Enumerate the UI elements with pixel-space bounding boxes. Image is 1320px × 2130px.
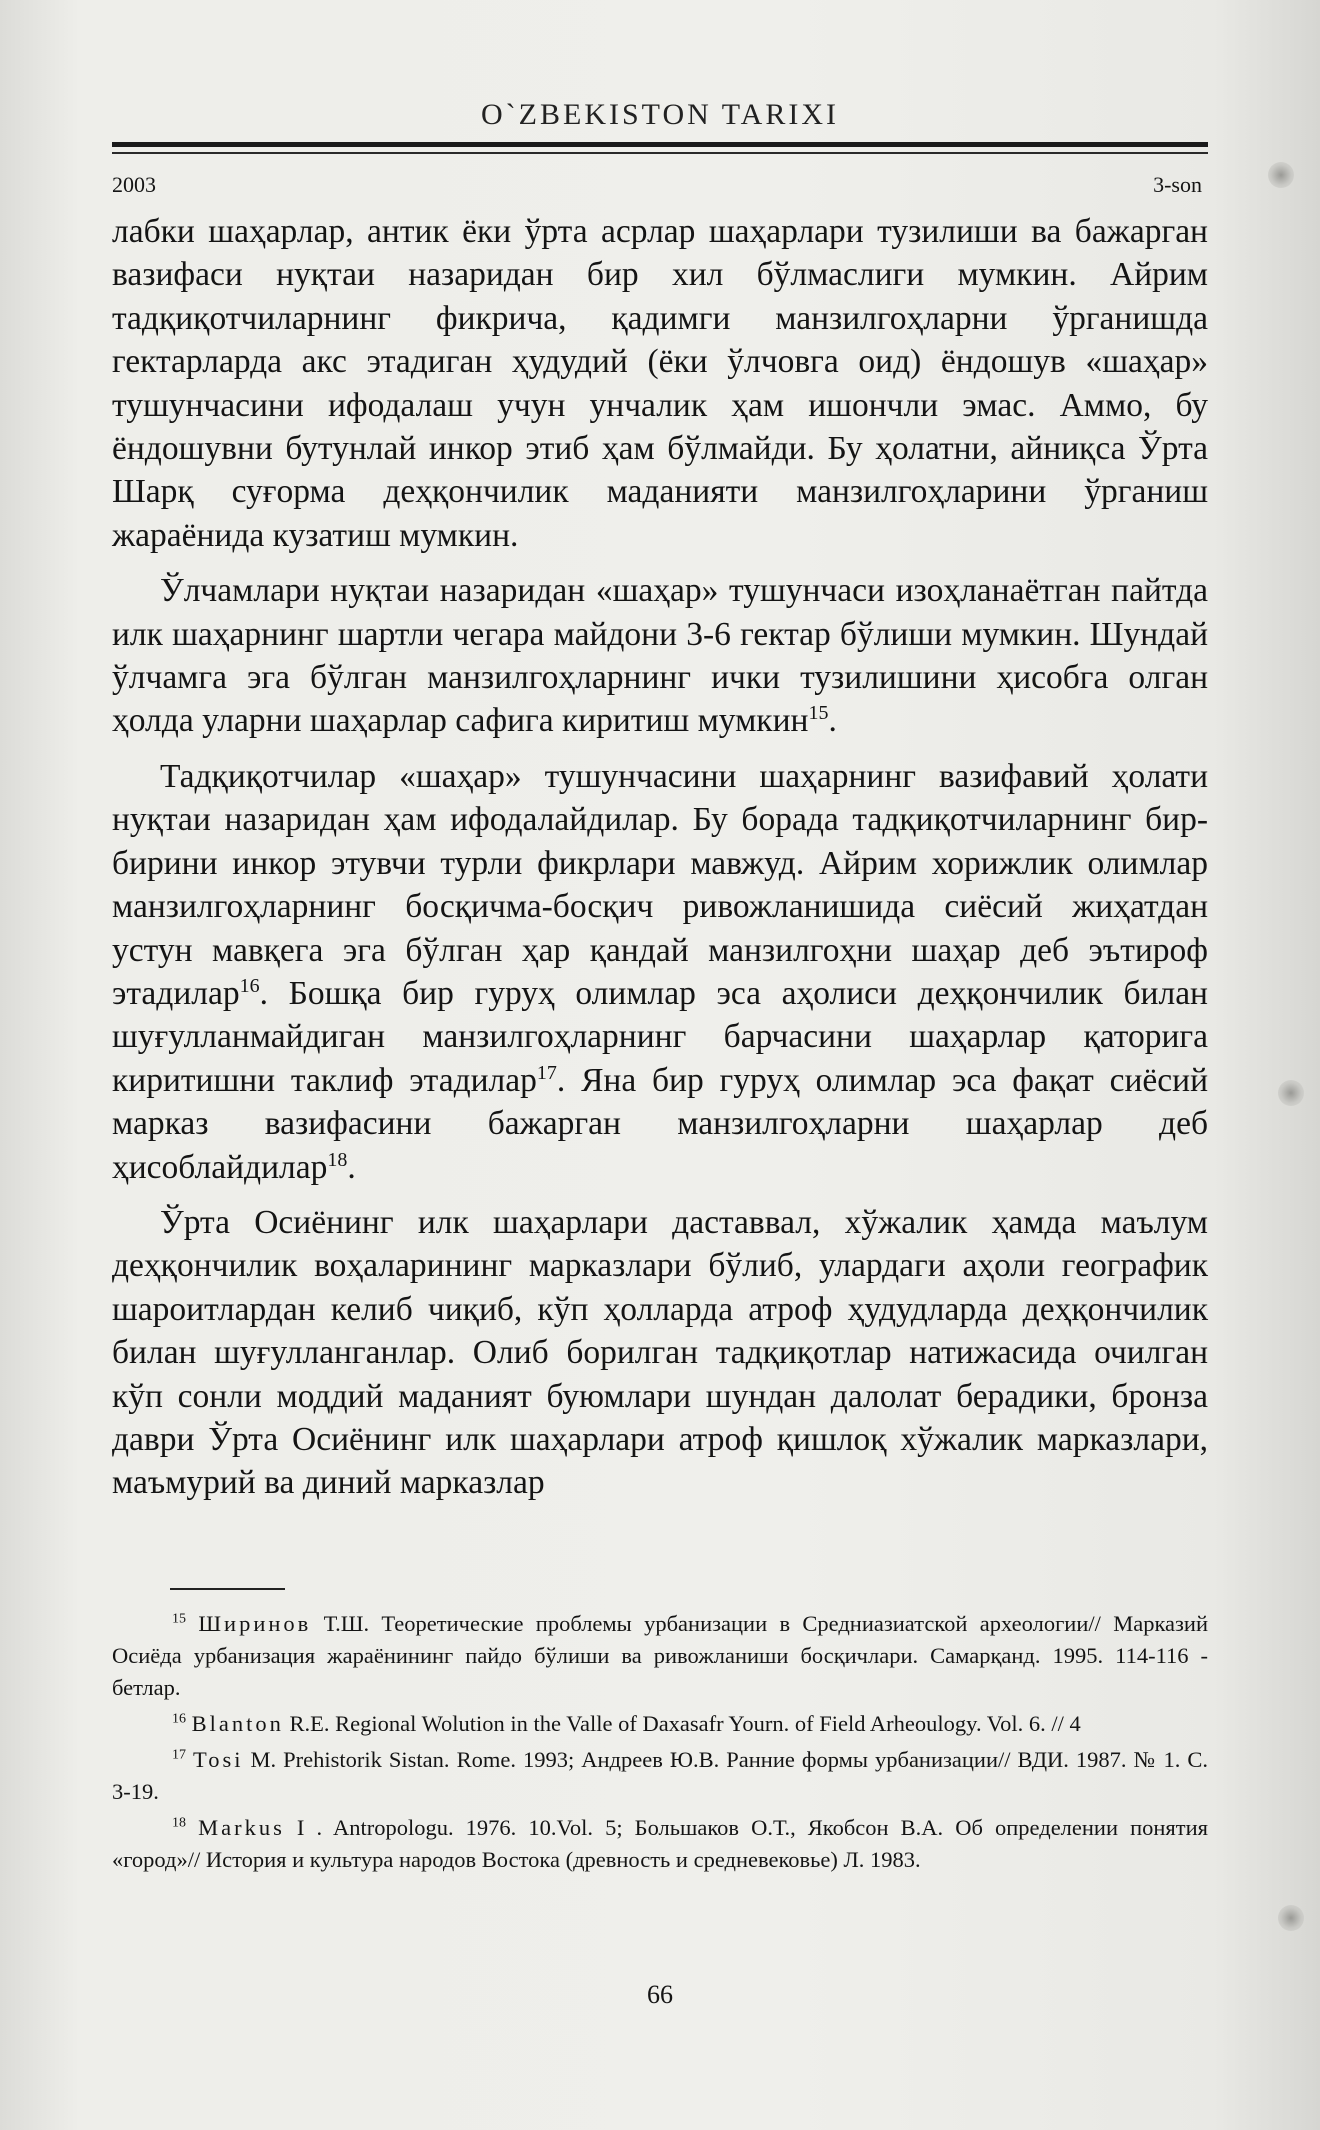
footnote-ref-16: 16 bbox=[239, 974, 260, 997]
paragraph-3 bbox=[112, 755, 1208, 1189]
paragraph-2-text: Ўлчамлари нуқтаи назаридан «шаҳар» тушунчаси изоҳланаётган пайтда илк шаҳарнинг шартли чегара майдони 3-6 гектар бўлиши мумкин. Шундай ўлчамга эга бўлган манзилгоҳларнинг ички тузилишини ҳисобга олган ҳолда уларни шаҳарлар сафига киритиш мумкин bbox=[112, 572, 1208, 740]
footnote-text: M. Prehistorik Sistan. Rome. 1993; Андреев Ю.В. Ранние формы урбанизации// ВДИ. 1987. № 1. С. 3-19. bbox=[112, 1747, 1209, 1804]
footnote-author: Blanton bbox=[191, 1711, 284, 1736]
footnote-number: 16 bbox=[172, 1711, 186, 1727]
binding-hole bbox=[1268, 162, 1294, 188]
paragraph-3-text-c: . Яна бир гуруҳ олимлар эса фақат сиёсий марказ вазифасини бажарган манзилгоҳларни шаҳарлар деб ҳисоблайдилар bbox=[112, 1061, 1208, 1186]
issue-number: 3-son bbox=[1153, 172, 1202, 197]
journal-title: O`ZBEKISTON TARIXI bbox=[481, 98, 839, 131]
footnote-ref-18: 18 bbox=[327, 1148, 348, 1171]
footnote-author: Markus bbox=[198, 1815, 285, 1840]
footnote-number: 15 bbox=[172, 1611, 186, 1627]
footnote-17 bbox=[112, 1744, 1208, 1808]
footnote-text: Т.Ш. Теоретические проблемы урбанизации в Средниазиатской археологии// Марказий Осиёда урбанизация жараёнининг пайдо бўлиши ва ривожланиши босқичлари. Самарқанд. 1995. 114-116 - бетлар. bbox=[112, 1611, 1208, 1700]
paragraph-3-text-a: Тадқиқотчилар «шаҳар» тушунчасини шаҳарнинг вазифавий ҳолати нуқтаи назаридан ҳам ифодалайдилар. Бу борада тадқиқотчиларнинг бир-бирини инкор этувчи турли фикрлари мавжуд. Айрим хорижлик олимлар манзилгоҳларнинг босқичма-босқич ривожланишида сиёсий жиҳатдан устун мавқега эга бўлган ҳар қандай манзилгоҳни шаҳар деб эътироф этадилар bbox=[112, 757, 1208, 1012]
footnote-18 bbox=[112, 1812, 1208, 1876]
paragraph-2-end: . bbox=[828, 702, 837, 740]
footnotes bbox=[112, 1608, 1208, 1880]
page-number: 66 bbox=[647, 1980, 673, 2009]
paragraph-2 bbox=[112, 569, 1208, 743]
binding-hole bbox=[1278, 1905, 1304, 1931]
footnote-author: Ширинов bbox=[198, 1611, 312, 1636]
binding-hole bbox=[1278, 1080, 1304, 1106]
footnote-ref-15: 15 bbox=[808, 702, 829, 725]
footnote-text: I . Antropologu. 1976. 10.Vol. 5; Большаков О.Т., Якобсон В.А. Об определении понятия «город»// История и культура народов Востока (древность и средневековье) Л. 1983. bbox=[112, 1815, 1209, 1872]
footnote-15 bbox=[112, 1608, 1208, 1704]
paragraph-4: Ўрта Осиёнинг илк шаҳарлари даставвал, хўжалик ҳамда маълум деҳқончилик воҳаларининг марказлари бўлиб, улардаги аҳоли географик шароитлардан келиб чиқиб, кўп ҳолларда атроф ҳудудларда деҳқончилик билан шуғулланганлар. Олиб борилган тадқиқотлар натижасида очилган кўп сонли моддий маданият буюмлари шундан далолат берадики, бронза даври Ўрта Осиёнинг илк шаҳарлари атроф қишлоқ хўжалик марказлари, маъмурий ва диний марказлар bbox=[112, 1203, 1208, 1502]
footnote-number: 17 bbox=[172, 1747, 186, 1763]
footnote-separator bbox=[170, 1588, 285, 1590]
header-rule-thick bbox=[112, 142, 1208, 147]
footnote-author: Tosi bbox=[193, 1747, 244, 1772]
paragraph-3-text-b: . Бошқа бир гуруҳ олимлар эса аҳолиси деҳқончилик билан шуғулланмайдиган манзилгоҳларнинг барчасини шаҳарлар қаторига киритишни таклиф этадилар bbox=[112, 974, 1208, 1099]
paragraph-1: лабки шаҳарлар, антик ёки ўрта асрлар шаҳарлари тузилиши ва бажарган вазифаси нуқтаи назаридан бир хил бўлмаслиги мумкин. Айрим тадқиқотчиларнинг фикрича, қадимги манзилгоҳларни ўрганишда гектарларда акс этадиган ҳудудий (ёки ўлчовга оид) ёндошув «шаҳар» тушунчасини ифодалаш учун унчалик ҳам ишончли эмас. Аммо, бу ёндошувни бутунлай инкор этиб ҳам бўлмайди. Бу ҳолатни, айниқса Ўрта Шарқ суғорма деҳқончилик маданияти манзилгоҳларини ўрганиш жараёнида кузатиш мумкин. bbox=[112, 213, 1208, 554]
footnote-ref-17: 17 bbox=[536, 1061, 557, 1084]
footnote-16 bbox=[112, 1708, 1208, 1740]
footnote-number: 18 bbox=[172, 1815, 186, 1831]
paragraph-3-end: . bbox=[347, 1148, 356, 1186]
header-rule-thin bbox=[112, 152, 1208, 154]
footnote-text: R.E. Regional Wolution in the Valle of Daxasafr Yourn. of Field Arheoulogy. Vol. 6. // 4 bbox=[283, 1711, 1081, 1736]
article-body bbox=[112, 210, 1208, 1517]
issue-year: 2003 bbox=[112, 172, 156, 197]
